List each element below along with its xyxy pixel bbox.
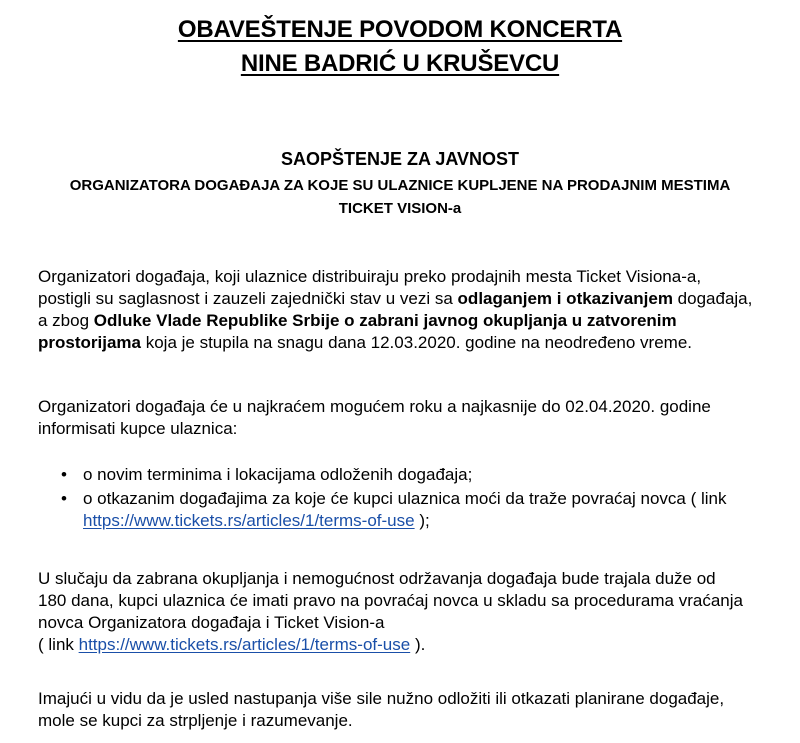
paragraph-3-line-1: U slučaju da zabrana okupljanja i nemogućnost održavanja događaja bude trajala duže od (38, 569, 716, 588)
terms-of-use-link[interactable]: https://www.tickets.rs/articles/1/terms-of-use (83, 511, 415, 530)
paragraph-4-line-1: Imajući u vidu da je usled nastupanja više sile nužno odložiti ili otkazati planirane događaje, (38, 689, 725, 708)
paragraph-2-line-1: Organizatori događaja će u najkraćem mogućem roku a najkasnije do 02.04.2020. godine (38, 397, 711, 416)
text-segment: koja je stupila na snagu dana 12.03.2020. godine na neodređeno vreme. (140, 333, 693, 352)
announcement-subheading-line-1: ORGANIZATORA DOGAĐAJA ZA KOJE SU ULAZNICE KUPLJENE NA PRODAJNIM MESTIMA (69, 177, 731, 194)
text-segment: ); (414, 511, 430, 530)
text-segment: događaja, (672, 289, 753, 308)
bold-text: prostorijama (38, 333, 141, 352)
paragraph-3-line-3: novca Organizatora događaja i Ticket Vision-a (38, 613, 385, 632)
paragraph-1-line-3 (38, 310, 778, 332)
text-segment: ). (410, 635, 426, 654)
list-item (38, 464, 778, 486)
list-item-text: o novim terminima i lokacijama odloženih događaja; (83, 465, 473, 484)
list-item (38, 488, 778, 532)
text-segment: a zbog (38, 311, 94, 330)
list-item-text: o otkazanim događajima za koje će kupci ulaznica moći da traže povraćaj novca ( link (83, 489, 727, 508)
terms-of-use-link[interactable]: https://www.tickets.rs/articles/1/terms-of-use (78, 635, 411, 654)
paragraph-3 (38, 568, 778, 656)
paragraph-3-line-2: 180 dana, kupci ulaznica će imati pravo na povraćaj novca u skladu sa procedurama vraćanja (38, 591, 743, 610)
paragraph-1 (38, 266, 778, 354)
paragraph-2 (38, 396, 778, 440)
paragraph-1-line-4 (38, 332, 778, 354)
text-segment: postigli su saglasnost i zauzeli zajednički stav u vezi sa (38, 289, 458, 308)
text-segment: ( link (38, 635, 79, 654)
bullet-icon: • (61, 465, 67, 484)
paragraph-4 (38, 688, 778, 732)
bold-text: odlaganjem i otkazivanjem (457, 289, 673, 308)
announcement-subheading-line-2: TICKET VISION-a (338, 200, 462, 217)
announcement-heading: SAOPŠTENJE ZA JAVNOST (280, 149, 520, 169)
paragraph-1-line-1: Organizatori događaja, koji ulaznice distribuiraju preko prodajnih mesta Ticket Visiona-a, (38, 267, 702, 286)
list-item-text-line-2 (83, 510, 778, 532)
paragraph-4-line-2: mole se kupci za strpljenje i razumevanje. (38, 711, 353, 730)
bold-text: Odluke Vlade Republike Srbije o zabrani javnog okupljanja u zatvorenim (93, 311, 677, 330)
page-title-line-1: OBAVEŠTENJE POVODOM KONCERTA (177, 16, 623, 43)
paragraph-2-line-2: informisati kupce ulaznica: (38, 419, 238, 438)
bullet-icon: • (61, 489, 67, 508)
paragraph-3-line-4 (38, 634, 778, 656)
page-title-line-2: NINE BADRIĆ U KRUŠEVCU (240, 50, 560, 77)
paragraph-1-line-2 (38, 288, 778, 310)
bullet-list (38, 464, 778, 532)
